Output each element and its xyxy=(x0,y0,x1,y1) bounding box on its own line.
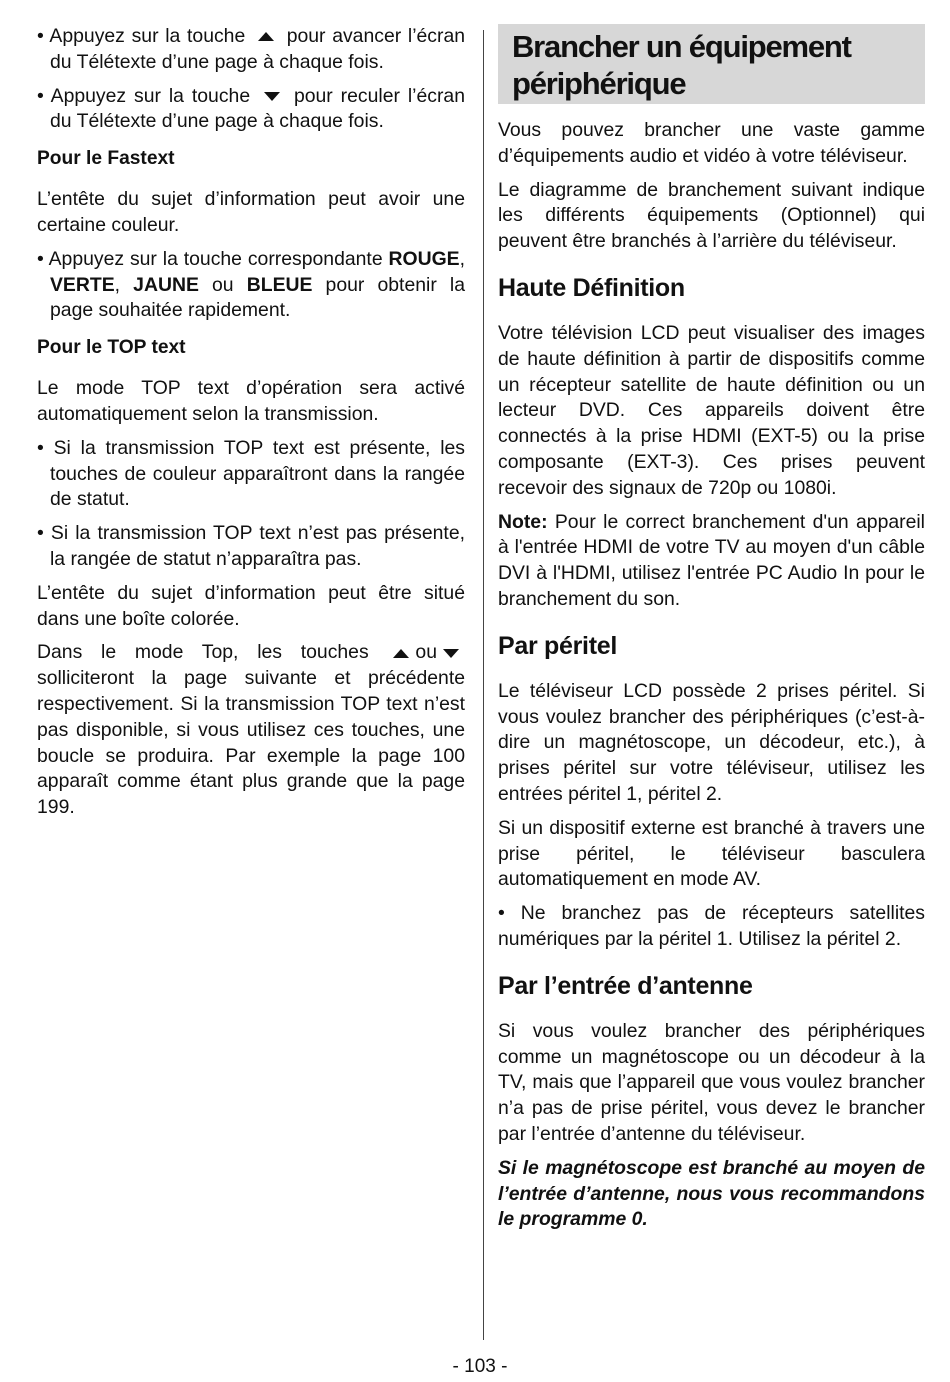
hd-heading: Haute Définition xyxy=(498,273,685,302)
fastext-bullet xyxy=(37,247,465,324)
bullet-text: • Appuyez sur la touche xyxy=(37,84,251,107)
key-red: ROUGE xyxy=(388,247,460,270)
bullet-text: pour obtenir la page souhaitée rapidement. xyxy=(50,273,465,322)
toptext-paragraph-2: L’entête du sujet d’information peut être situé dans une boîte colorée. xyxy=(37,581,465,630)
fastext-paragraph: L’entête du sujet d’information peut avoir une certaine couleur. xyxy=(37,188,465,236)
toptext-heading: Pour le TOP text xyxy=(37,337,186,359)
intro-paragraph-2: Le diagramme de branchement suivant indique les différents équipements (Optionnel) qui peuvent être branchés à l’arrière du téléviseur. xyxy=(498,178,925,253)
key-yellow: JAUNE xyxy=(133,273,199,296)
fastext-heading: Pour le Fastext xyxy=(37,148,175,170)
paragraph-text: Dans le mode Top, les touches xyxy=(37,641,369,664)
left-column xyxy=(37,24,465,829)
toptext-paragraph-3 xyxy=(37,640,465,821)
arrow-down-icon xyxy=(264,92,280,101)
page-title: Brancher un équipement périphérique xyxy=(498,24,925,104)
column-divider xyxy=(483,30,484,1340)
antenna-heading: Par l’entrée d’antenne xyxy=(498,971,753,1000)
peritel-bullet: • Ne branchez pas de récepteurs satellites numériques par la péritel 1. Utilisez la péritel 2. xyxy=(498,902,925,950)
note-label: Note: xyxy=(498,510,548,533)
bullet-text: pour reculer l’écran du Télétexte d’une page à chaque fois. xyxy=(50,84,465,133)
bullet-page-forward xyxy=(37,24,465,76)
bullet-page-back xyxy=(37,84,465,136)
peritel-paragraph-2: Si un dispositif externe est branché à travers une prise péritel, le téléviseur basculera automatiquement en mode AV. xyxy=(498,816,925,891)
peritel-paragraph-1: Le téléviseur LCD possède 2 prises péritel. Si vous voulez brancher des périphériques (c’est-à-dire un magnétoscope, un décodeur, etc.), à prises péritel sur votre téléviseur, utilisez les entrées péritel 1, péritel 2. xyxy=(498,679,925,805)
antenna-emphasis: Si le magnétoscope est branché au moyen de l’entrée d’antenne, nous vous recommandons le programme 0. xyxy=(498,1156,925,1231)
separator: , xyxy=(459,247,465,270)
note-paragraph xyxy=(498,510,925,613)
right-column xyxy=(498,24,925,1241)
antenna-paragraph: Si vous voulez brancher des périphériques comme un magnétoscope ou un décodeur à la TV, mais que l’appareil que vous voulez brancher n’a pas de prise péritel, vous devez le brancher par l’entrée d’antenne du téléviseur. xyxy=(498,1019,925,1145)
key-blue: BLEUE xyxy=(246,273,313,296)
intro-paragraph-1: Vous pouvez brancher une vaste gamme d’équipements audio et vidéo à votre téléviseur. xyxy=(498,119,925,167)
note-text: Pour le correct branchement d'un appareil à l'entrée HDMI de votre TV au moyen d'un câble DVI à l'HDMI, utilisez l'entrée PC Audio In pour le branchement du son. xyxy=(498,510,925,610)
hd-paragraph: Votre télévision LCD peut visualiser des images de haute définition à partir de dispositifs comme un récepteur satellite de haute définition ou un lecteur DVD. Ces appareils doivent être connectés à la prise HDMI (EXT-5) ou la prise composante (EXT-3). Ces prises peuvent recevoir des signaux de 720p ou 1080i. xyxy=(498,321,925,499)
arrow-up-icon xyxy=(258,32,274,41)
paragraph-text: solliciteront la page suivante et précédente respectivement. Si la transmission TOP text n’est pas disponible, si vous utilisez ces touches, une boucle se produira. Par exemple la page 100 apparaît comme étant plus grande que la page 199. xyxy=(37,667,465,819)
arrow-down-icon xyxy=(443,649,459,658)
toptext-paragraph: Le mode TOP text d’opération sera activé automatiquement selon la transmission. xyxy=(37,377,465,425)
paragraph-text: ou xyxy=(415,641,437,664)
bullet-text: pour avancer l’écran du Télétexte d’une page à chaque fois. xyxy=(50,25,466,73)
toptext-bullet-present: • Si la transmission TOP text est présente, les touches de couleur apparaîtront dans la rangée de statut. xyxy=(37,436,465,511)
arrow-up-icon xyxy=(393,649,409,658)
separator: ou xyxy=(198,273,247,296)
toptext-bullet-absent: • Si la transmission TOP text n’est pas présente, la rangée de statut n’apparaîtra pas. xyxy=(37,522,465,570)
page-number: - 103 - xyxy=(452,1356,508,1377)
key-green: VERTE xyxy=(50,273,115,296)
bullet-text: • Appuyez sur la touche xyxy=(37,25,246,47)
separator: , xyxy=(114,273,134,296)
peritel-heading: Par péritel xyxy=(498,631,617,660)
bullet-text: • Appuyez sur la touche correspondante xyxy=(37,247,383,270)
